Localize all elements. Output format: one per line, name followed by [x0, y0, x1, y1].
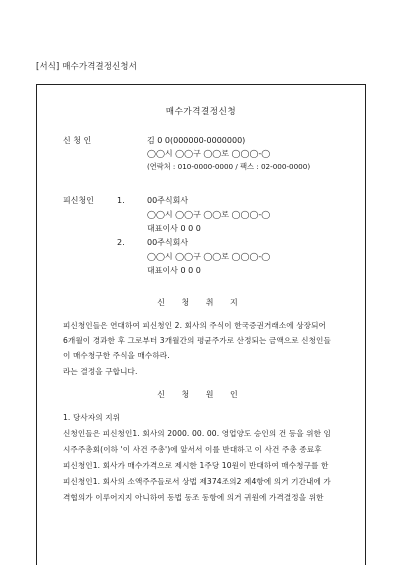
respondent-1-company: 00주식회사 [147, 196, 189, 205]
respondent-label: 피신청인 [63, 196, 94, 205]
reasons-line: 시주주총회(이하 '이 사건 주총')에 앞서서 이를 반대하고 이 사건 주총 종료후 [63, 445, 322, 454]
respondent-2-number: 2. [117, 238, 125, 247]
reasons-subheading: 1. 당사자의 지위 [63, 413, 121, 422]
application-form [36, 84, 366, 565]
purpose-line: 피신청인들은 연대하여 피신청인 2. 회사의 주식이 한국증권거래소에 상장되어 [63, 321, 326, 330]
respondent-2-company: 00주식회사 [147, 238, 189, 247]
applicant-contact: (연락처 : 010-0000-0000 / 팩스 : 02-000-0000) [147, 162, 311, 171]
applicant-label: 신 청 인 [63, 136, 92, 145]
reasons-heading: 신 청 원 인 [157, 390, 245, 399]
respondent-2-representative: 대표이사 0 0 0 [147, 266, 201, 275]
form-label: [서식] 매수가격결정신청서 [36, 61, 137, 71]
document-title: 매수가격결정신청 [165, 107, 237, 117]
respondent-2-address: ◯◯시 ◯◯구 ◯◯로 ◯◯◯-◯ [147, 252, 271, 261]
respondent-1-number: 1. [117, 196, 125, 205]
respondent-1-address: ◯◯시 ◯◯구 ◯◯로 ◯◯◯-◯ [147, 210, 271, 219]
purpose-line: 이 매수청구한 주식을 매수하라. [63, 351, 170, 360]
reasons-line: 격협의가 이루어지지 아니하여 동법 동조 동항에 의거 귀원에 가격결정을 위한 [63, 493, 324, 502]
respondent-1-representative: 대표이사 0 0 0 [147, 224, 201, 233]
purpose-line: 6개월이 경과한 후 그로부터 3개월간의 평균주가로 산정되는 금액으로 신청인들 [63, 336, 331, 345]
purpose-conclusion: 라는 결정을 구합니다. [63, 367, 138, 376]
reasons-line: 신청인들은 피신청인1. 회사의 2000. 00. 00. 영업양도 승인의 건 등을 위한 임 [63, 429, 331, 438]
reasons-line: 피신청인1. 회사가 매수가격으로 제시한 1주당 10원이 반대하여 매수청구를 한 [63, 461, 329, 470]
applicant-address: ◯◯시 ◯◯구 ◯◯로 ◯◯◯-◯ [147, 149, 271, 158]
applicant-name: 김 0 0(000000-0000000) [147, 136, 246, 145]
purpose-heading: 신 청 취 지 [157, 298, 245, 307]
reasons-line: 피신청인1. 회사의 소액주주들로서 상법 제374조의2 제4항에 의거 기간내에 가 [63, 477, 331, 486]
